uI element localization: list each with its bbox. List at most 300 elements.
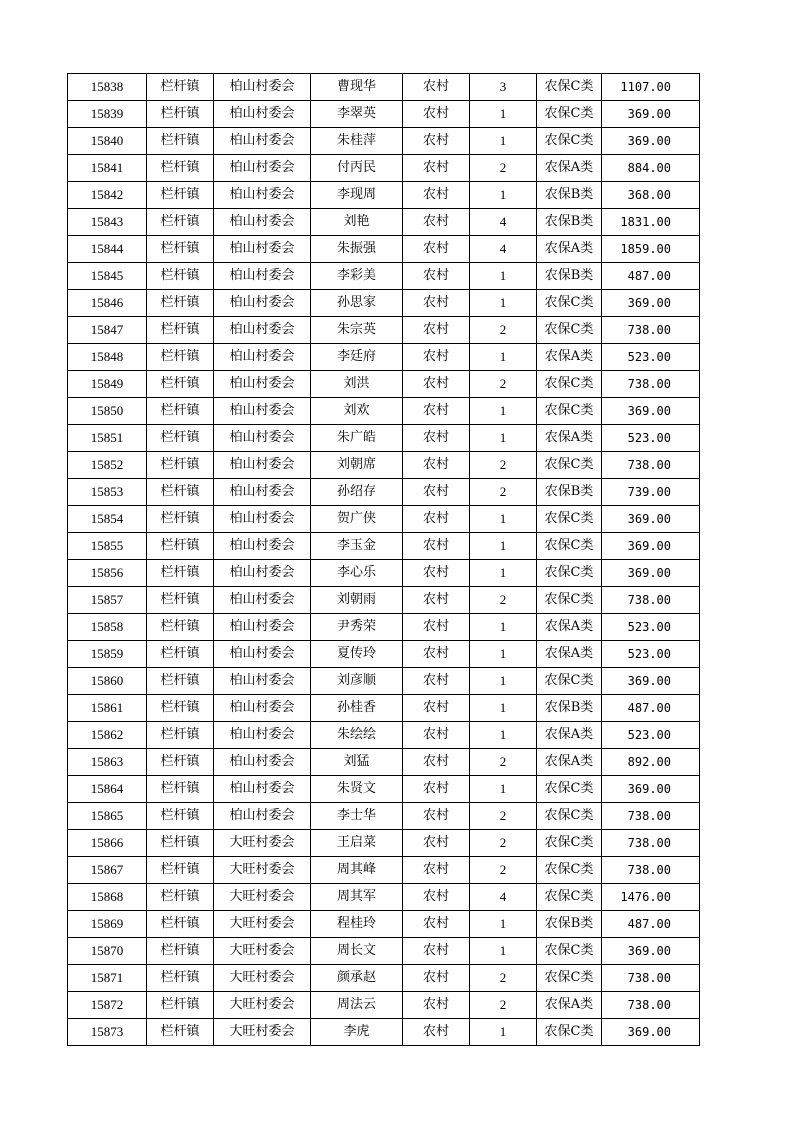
insurance-category-cell: 农保B类 [537, 209, 602, 236]
town-cell: 栏杆镇 [147, 776, 214, 803]
household-type-cell: 农村 [403, 722, 470, 749]
table-row [68, 290, 700, 317]
household-type-cell: 农村 [403, 614, 470, 641]
amount-cell: 523.00 [602, 722, 700, 749]
insurance-category-cell: 农保C类 [537, 290, 602, 317]
amount-cell: 738.00 [602, 452, 700, 479]
record-number-cell: 15863 [68, 749, 147, 776]
insurance-category-cell: 农保C类 [537, 74, 602, 101]
amount-cell: 369.00 [602, 290, 700, 317]
insurance-category-cell: 农保A类 [537, 236, 602, 263]
record-number-cell: 15873 [68, 1019, 147, 1046]
household-type-cell: 农村 [403, 884, 470, 911]
table-row [68, 722, 700, 749]
record-number-cell: 15860 [68, 668, 147, 695]
insurance-category-cell: 农保A类 [537, 344, 602, 371]
table-row [68, 452, 700, 479]
town-cell: 栏杆镇 [147, 155, 214, 182]
person-name-cell: 朱绘绘 [311, 722, 403, 749]
town-cell: 栏杆镇 [147, 344, 214, 371]
town-cell: 栏杆镇 [147, 263, 214, 290]
household-type-cell: 农村 [403, 425, 470, 452]
amount-cell: 369.00 [602, 938, 700, 965]
person-name-cell: 孙绍存 [311, 479, 403, 506]
amount-cell: 487.00 [602, 263, 700, 290]
person-count-cell: 1 [470, 263, 537, 290]
table-row [68, 1019, 700, 1046]
town-cell: 栏杆镇 [147, 911, 214, 938]
village-committee-cell: 柏山村委会 [214, 425, 311, 452]
amount-cell: 523.00 [602, 344, 700, 371]
village-committee-cell: 柏山村委会 [214, 263, 311, 290]
person-name-cell: 王启菜 [311, 830, 403, 857]
amount-cell: 369.00 [602, 776, 700, 803]
town-cell: 栏杆镇 [147, 749, 214, 776]
person-count-cell: 1 [470, 911, 537, 938]
person-count-cell: 1 [470, 290, 537, 317]
record-number-cell: 15849 [68, 371, 147, 398]
record-number-cell: 15853 [68, 479, 147, 506]
amount-cell: 369.00 [602, 533, 700, 560]
household-type-cell: 农村 [403, 506, 470, 533]
village-committee-cell: 柏山村委会 [214, 128, 311, 155]
insurance-category-cell: 农保C类 [537, 965, 602, 992]
town-cell: 栏杆镇 [147, 398, 214, 425]
table-row [68, 479, 700, 506]
insurance-category-cell: 农保C类 [537, 371, 602, 398]
person-count-cell: 2 [470, 587, 537, 614]
person-count-cell: 2 [470, 317, 537, 344]
record-number-cell: 15856 [68, 560, 147, 587]
household-type-cell: 农村 [403, 965, 470, 992]
person-name-cell: 孙桂香 [311, 695, 403, 722]
record-number-cell: 15854 [68, 506, 147, 533]
amount-cell: 884.00 [602, 155, 700, 182]
person-name-cell: 李虎 [311, 1019, 403, 1046]
person-count-cell: 1 [470, 182, 537, 209]
insurance-category-cell: 农保C类 [537, 938, 602, 965]
amount-cell: 369.00 [602, 398, 700, 425]
person-name-cell: 孙思家 [311, 290, 403, 317]
person-name-cell: 李现周 [311, 182, 403, 209]
town-cell: 栏杆镇 [147, 614, 214, 641]
insurance-category-cell: 农保C类 [537, 830, 602, 857]
record-number-cell: 15869 [68, 911, 147, 938]
village-committee-cell: 大旺村委会 [214, 830, 311, 857]
table-row [68, 209, 700, 236]
insurance-category-cell: 农保A类 [537, 749, 602, 776]
insurance-category-cell: 农保C类 [537, 533, 602, 560]
insurance-category-cell: 农保A类 [537, 992, 602, 1019]
person-name-cell: 刘彦顺 [311, 668, 403, 695]
record-number-cell: 15841 [68, 155, 147, 182]
table-row [68, 506, 700, 533]
amount-cell: 738.00 [602, 830, 700, 857]
person-count-cell: 2 [470, 479, 537, 506]
person-count-cell: 2 [470, 803, 537, 830]
table-row [68, 668, 700, 695]
household-type-cell: 农村 [403, 263, 470, 290]
record-number-cell: 15846 [68, 290, 147, 317]
table-row [68, 101, 700, 128]
table-row [68, 830, 700, 857]
amount-cell: 369.00 [602, 506, 700, 533]
person-name-cell: 李彩美 [311, 263, 403, 290]
person-count-cell: 2 [470, 857, 537, 884]
record-number-cell: 15843 [68, 209, 147, 236]
table-row [68, 236, 700, 263]
table-row [68, 641, 700, 668]
household-type-cell: 农村 [403, 1019, 470, 1046]
amount-cell: 369.00 [602, 1019, 700, 1046]
record-number-cell: 15864 [68, 776, 147, 803]
insurance-category-cell: 农保A类 [537, 641, 602, 668]
village-committee-cell: 柏山村委会 [214, 587, 311, 614]
household-type-cell: 农村 [403, 992, 470, 1019]
town-cell: 栏杆镇 [147, 641, 214, 668]
record-number-cell: 15867 [68, 857, 147, 884]
village-committee-cell: 柏山村委会 [214, 749, 311, 776]
insurance-category-cell: 农保B类 [537, 911, 602, 938]
insurance-category-cell: 农保C类 [537, 857, 602, 884]
person-name-cell: 李士华 [311, 803, 403, 830]
person-name-cell: 李廷府 [311, 344, 403, 371]
record-number-cell: 15858 [68, 614, 147, 641]
amount-cell: 738.00 [602, 857, 700, 884]
person-name-cell: 李翠英 [311, 101, 403, 128]
insurance-category-cell: 农保C类 [537, 398, 602, 425]
table-row [68, 776, 700, 803]
household-type-cell: 农村 [403, 533, 470, 560]
table-row [68, 128, 700, 155]
record-number-cell: 15857 [68, 587, 147, 614]
table-row [68, 911, 700, 938]
person-count-cell: 1 [470, 533, 537, 560]
person-count-cell: 3 [470, 74, 537, 101]
town-cell: 栏杆镇 [147, 695, 214, 722]
amount-cell: 738.00 [602, 587, 700, 614]
town-cell: 栏杆镇 [147, 128, 214, 155]
village-committee-cell: 大旺村委会 [214, 1019, 311, 1046]
amount-cell: 1859.00 [602, 236, 700, 263]
household-type-cell: 农村 [403, 209, 470, 236]
table-row [68, 371, 700, 398]
household-type-cell: 农村 [403, 101, 470, 128]
insurance-category-cell: 农保C类 [537, 668, 602, 695]
record-number-cell: 15865 [68, 803, 147, 830]
amount-cell: 738.00 [602, 317, 700, 344]
amount-cell: 738.00 [602, 992, 700, 1019]
table-row [68, 344, 700, 371]
village-committee-cell: 柏山村委会 [214, 209, 311, 236]
household-type-cell: 农村 [403, 128, 470, 155]
amount-cell: 369.00 [602, 128, 700, 155]
person-name-cell: 朱宗英 [311, 317, 403, 344]
table-row [68, 938, 700, 965]
insurance-category-cell: 农保C类 [537, 128, 602, 155]
household-type-cell: 农村 [403, 290, 470, 317]
village-committee-cell: 大旺村委会 [214, 857, 311, 884]
record-number-cell: 15861 [68, 695, 147, 722]
village-committee-cell: 柏山村委会 [214, 155, 311, 182]
person-count-cell: 2 [470, 155, 537, 182]
town-cell: 栏杆镇 [147, 992, 214, 1019]
person-name-cell: 刘艳 [311, 209, 403, 236]
amount-cell: 523.00 [602, 641, 700, 668]
person-name-cell: 刘朝雨 [311, 587, 403, 614]
person-count-cell: 2 [470, 830, 537, 857]
town-cell: 栏杆镇 [147, 74, 214, 101]
person-name-cell: 尹秀荣 [311, 614, 403, 641]
amount-cell: 523.00 [602, 614, 700, 641]
village-committee-cell: 大旺村委会 [214, 884, 311, 911]
person-name-cell: 刘猛 [311, 749, 403, 776]
person-name-cell: 朱桂萍 [311, 128, 403, 155]
insurance-category-cell: 农保A类 [537, 722, 602, 749]
village-committee-cell: 柏山村委会 [214, 290, 311, 317]
record-number-cell: 15842 [68, 182, 147, 209]
household-type-cell: 农村 [403, 155, 470, 182]
amount-cell: 739.00 [602, 479, 700, 506]
town-cell: 栏杆镇 [147, 236, 214, 263]
person-count-cell: 1 [470, 344, 537, 371]
household-type-cell: 农村 [403, 803, 470, 830]
table-row [68, 749, 700, 776]
village-committee-cell: 柏山村委会 [214, 533, 311, 560]
person-count-cell: 1 [470, 938, 537, 965]
household-type-cell: 农村 [403, 695, 470, 722]
insurance-category-cell: 农保B类 [537, 695, 602, 722]
record-number-cell: 15852 [68, 452, 147, 479]
town-cell: 栏杆镇 [147, 101, 214, 128]
village-committee-cell: 大旺村委会 [214, 938, 311, 965]
household-type-cell: 农村 [403, 479, 470, 506]
household-type-cell: 农村 [403, 452, 470, 479]
person-name-cell: 周法云 [311, 992, 403, 1019]
household-type-cell: 农村 [403, 182, 470, 209]
village-committee-cell: 柏山村委会 [214, 614, 311, 641]
amount-cell: 1476.00 [602, 884, 700, 911]
village-committee-cell: 柏山村委会 [214, 182, 311, 209]
table-row [68, 317, 700, 344]
person-name-cell: 夏传玲 [311, 641, 403, 668]
household-type-cell: 农村 [403, 911, 470, 938]
person-name-cell: 周长文 [311, 938, 403, 965]
village-committee-cell: 柏山村委会 [214, 452, 311, 479]
household-type-cell: 农村 [403, 560, 470, 587]
table-row [68, 425, 700, 452]
table-row [68, 614, 700, 641]
household-type-cell: 农村 [403, 641, 470, 668]
person-count-cell: 1 [470, 506, 537, 533]
village-committee-cell: 大旺村委会 [214, 911, 311, 938]
table-row [68, 857, 700, 884]
village-committee-cell: 柏山村委会 [214, 236, 311, 263]
table-row [68, 560, 700, 587]
town-cell: 栏杆镇 [147, 803, 214, 830]
table-row [68, 533, 700, 560]
person-name-cell: 李心乐 [311, 560, 403, 587]
town-cell: 栏杆镇 [147, 560, 214, 587]
record-number-cell: 15840 [68, 128, 147, 155]
amount-cell: 487.00 [602, 695, 700, 722]
person-count-cell: 2 [470, 965, 537, 992]
table-row [68, 398, 700, 425]
town-cell: 栏杆镇 [147, 182, 214, 209]
record-number-cell: 15866 [68, 830, 147, 857]
insurance-category-cell: 农保C类 [537, 884, 602, 911]
town-cell: 栏杆镇 [147, 938, 214, 965]
insurance-category-cell: 农保C类 [537, 776, 602, 803]
village-committee-cell: 柏山村委会 [214, 560, 311, 587]
record-number-cell: 15838 [68, 74, 147, 101]
household-type-cell: 农村 [403, 236, 470, 263]
village-committee-cell: 柏山村委会 [214, 776, 311, 803]
person-count-cell: 1 [470, 668, 537, 695]
village-committee-cell: 柏山村委会 [214, 722, 311, 749]
insurance-category-cell: 农保B类 [537, 479, 602, 506]
record-number-cell: 15855 [68, 533, 147, 560]
amount-cell: 523.00 [602, 425, 700, 452]
person-count-cell: 2 [470, 452, 537, 479]
household-type-cell: 农村 [403, 74, 470, 101]
table-row [68, 803, 700, 830]
person-name-cell: 颜承赵 [311, 965, 403, 992]
village-committee-cell: 柏山村委会 [214, 479, 311, 506]
village-committee-cell: 柏山村委会 [214, 695, 311, 722]
amount-cell: 369.00 [602, 668, 700, 695]
amount-cell: 1831.00 [602, 209, 700, 236]
table-row [68, 992, 700, 1019]
town-cell: 栏杆镇 [147, 506, 214, 533]
amount-cell: 369.00 [602, 101, 700, 128]
amount-cell: 368.00 [602, 182, 700, 209]
record-number-cell: 15870 [68, 938, 147, 965]
household-type-cell: 农村 [403, 587, 470, 614]
town-cell: 栏杆镇 [147, 857, 214, 884]
village-committee-cell: 柏山村委会 [214, 398, 311, 425]
insurance-category-cell: 农保A类 [537, 614, 602, 641]
record-number-cell: 15844 [68, 236, 147, 263]
record-number-cell: 15839 [68, 101, 147, 128]
town-cell: 栏杆镇 [147, 317, 214, 344]
insurance-category-cell: 农保B类 [537, 263, 602, 290]
household-type-cell: 农村 [403, 776, 470, 803]
table-row [68, 587, 700, 614]
person-count-cell: 1 [470, 614, 537, 641]
table-body [68, 74, 700, 1046]
village-committee-cell: 柏山村委会 [214, 74, 311, 101]
person-name-cell: 贺广侠 [311, 506, 403, 533]
person-name-cell: 刘朝席 [311, 452, 403, 479]
person-count-cell: 1 [470, 1019, 537, 1046]
insurance-category-cell: 农保A类 [537, 155, 602, 182]
village-committee-cell: 柏山村委会 [214, 668, 311, 695]
table-row [68, 263, 700, 290]
person-count-cell: 1 [470, 641, 537, 668]
table-row [68, 155, 700, 182]
person-count-cell: 1 [470, 101, 537, 128]
person-count-cell: 2 [470, 371, 537, 398]
person-count-cell: 2 [470, 992, 537, 1019]
insurance-category-cell: 农保C类 [537, 560, 602, 587]
town-cell: 栏杆镇 [147, 965, 214, 992]
insurance-category-cell: 农保C类 [537, 506, 602, 533]
household-type-cell: 农村 [403, 668, 470, 695]
table-row [68, 695, 700, 722]
person-count-cell: 1 [470, 128, 537, 155]
table-row [68, 965, 700, 992]
record-number-cell: 15847 [68, 317, 147, 344]
person-name-cell: 刘欢 [311, 398, 403, 425]
town-cell: 栏杆镇 [147, 668, 214, 695]
record-number-cell: 15845 [68, 263, 147, 290]
amount-cell: 738.00 [602, 803, 700, 830]
insurance-category-cell: 农保C类 [537, 317, 602, 344]
allowance-register-table [67, 73, 700, 1046]
town-cell: 栏杆镇 [147, 830, 214, 857]
amount-cell: 892.00 [602, 749, 700, 776]
household-type-cell: 农村 [403, 398, 470, 425]
household-type-cell: 农村 [403, 749, 470, 776]
village-committee-cell: 柏山村委会 [214, 371, 311, 398]
town-cell: 栏杆镇 [147, 722, 214, 749]
table-row [68, 182, 700, 209]
person-name-cell: 周其峰 [311, 857, 403, 884]
record-number-cell: 15859 [68, 641, 147, 668]
household-type-cell: 农村 [403, 317, 470, 344]
village-committee-cell: 柏山村委会 [214, 803, 311, 830]
amount-cell: 369.00 [602, 560, 700, 587]
insurance-category-cell: 农保C类 [537, 803, 602, 830]
village-committee-cell: 大旺村委会 [214, 992, 311, 1019]
village-committee-cell: 柏山村委会 [214, 641, 311, 668]
person-count-cell: 1 [470, 425, 537, 452]
record-number-cell: 15871 [68, 965, 147, 992]
person-count-cell: 1 [470, 398, 537, 425]
insurance-category-cell: 农保C类 [537, 587, 602, 614]
household-type-cell: 农村 [403, 857, 470, 884]
record-number-cell: 15850 [68, 398, 147, 425]
town-cell: 栏杆镇 [147, 425, 214, 452]
record-number-cell: 15868 [68, 884, 147, 911]
record-number-cell: 15872 [68, 992, 147, 1019]
record-number-cell: 15862 [68, 722, 147, 749]
town-cell: 栏杆镇 [147, 479, 214, 506]
person-name-cell: 李玉金 [311, 533, 403, 560]
person-count-cell: 1 [470, 776, 537, 803]
village-committee-cell: 柏山村委会 [214, 506, 311, 533]
household-type-cell: 农村 [403, 938, 470, 965]
amount-cell: 1107.00 [602, 74, 700, 101]
town-cell: 栏杆镇 [147, 290, 214, 317]
person-count-cell: 4 [470, 209, 537, 236]
town-cell: 栏杆镇 [147, 371, 214, 398]
record-number-cell: 15851 [68, 425, 147, 452]
insurance-category-cell: 农保C类 [537, 101, 602, 128]
household-type-cell: 农村 [403, 371, 470, 398]
household-type-cell: 农村 [403, 344, 470, 371]
person-name-cell: 程桂玲 [311, 911, 403, 938]
person-name-cell: 付丙民 [311, 155, 403, 182]
town-cell: 栏杆镇 [147, 209, 214, 236]
amount-cell: 738.00 [602, 371, 700, 398]
town-cell: 栏杆镇 [147, 533, 214, 560]
amount-cell: 487.00 [602, 911, 700, 938]
person-name-cell: 曹现华 [311, 74, 403, 101]
person-name-cell: 朱广皓 [311, 425, 403, 452]
table-row [68, 884, 700, 911]
